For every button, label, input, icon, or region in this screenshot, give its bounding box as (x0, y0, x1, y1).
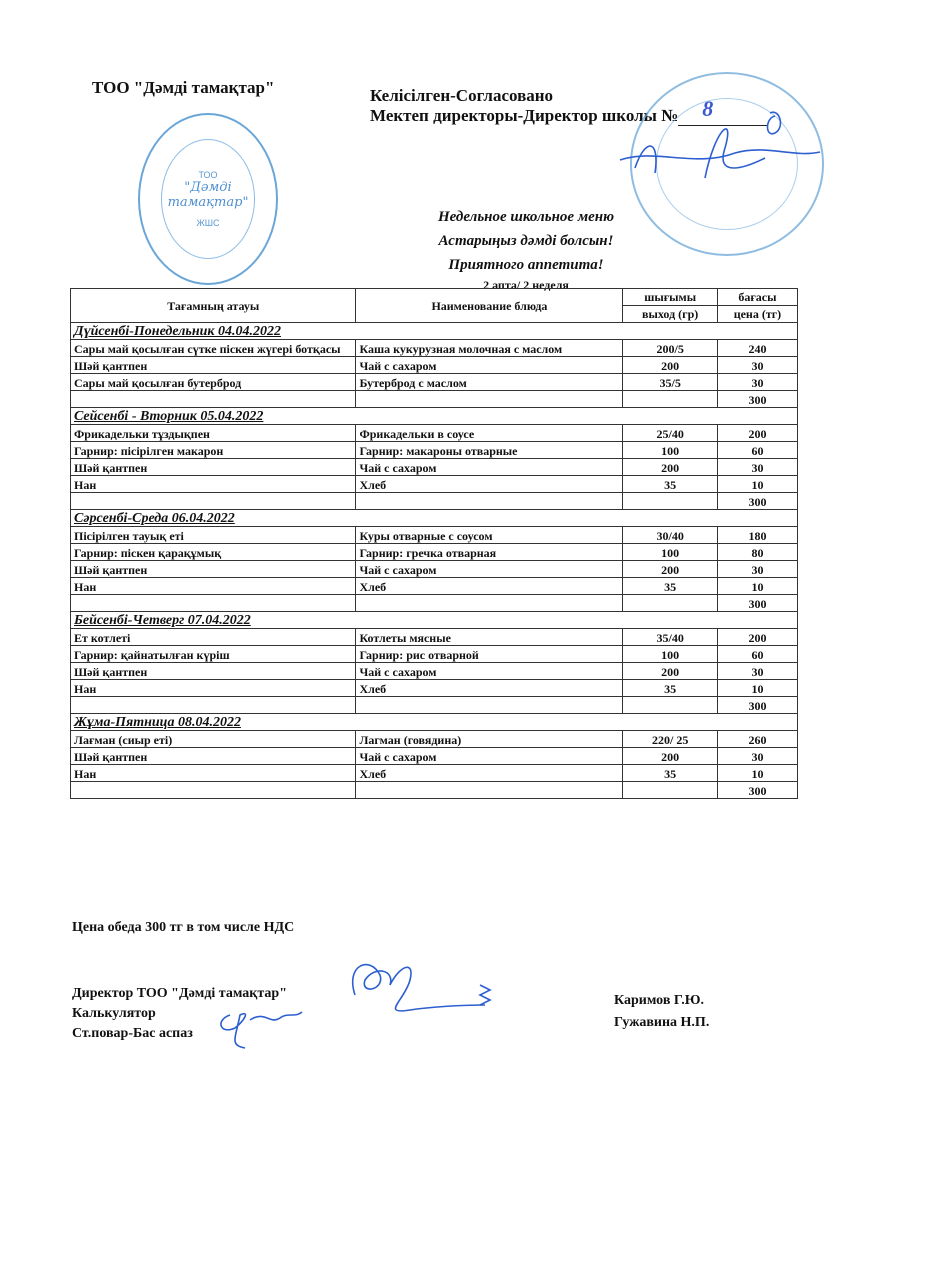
header-yield-kz: шығымы (623, 289, 717, 306)
table-row (71, 544, 798, 561)
stamp-name-line-2: тамақтар" (167, 195, 249, 210)
dish-yield: 35 (623, 680, 717, 697)
empty-cell (717, 612, 797, 629)
table-row (71, 442, 798, 459)
empty-cell (71, 697, 356, 714)
dish-yield: 100 (623, 646, 717, 663)
table-row (71, 527, 798, 544)
dish-name-kz: Шәй қантпен (71, 663, 356, 680)
dish-name-ru: Каша кукурузная молочная с маслом (356, 340, 623, 357)
company-name: ТОО "Дәмді тамақтар" (92, 78, 275, 97)
day-total: 300 (717, 697, 797, 714)
dish-name-kz: Шәй қантпен (71, 357, 356, 374)
empty-cell (356, 391, 623, 408)
day-name: Бейсенбі-Четверг 07.04.2022 (71, 612, 718, 629)
dish-name-kz: Пісірілген тауық еті (71, 527, 356, 544)
dish-name-ru: Чай с сахаром (356, 459, 623, 476)
director-title: Мектеп директоры-Директор школы № (370, 106, 679, 125)
dish-price: 30 (717, 561, 797, 578)
dish-name-kz: Лағман (сиыр еті) (71, 731, 356, 748)
dish-yield: 35 (623, 578, 717, 595)
empty-cell (71, 782, 356, 799)
dish-name-ru: Бутерброд с маслом (356, 374, 623, 391)
table-row (71, 459, 798, 476)
empty-cell (71, 391, 356, 408)
dish-price: 200 (717, 425, 797, 442)
menu-title-block (0, 205, 930, 277)
table-row (71, 765, 798, 782)
empty-cell (356, 782, 623, 799)
week-label: 2 апта/ 2 неделя (483, 278, 569, 292)
day-header-row (71, 323, 798, 340)
day-header-row (71, 714, 798, 731)
empty-cell (717, 323, 797, 340)
empty-cell (623, 391, 717, 408)
dish-name-kz: Нан (71, 680, 356, 697)
day-total-row (71, 595, 798, 612)
table-row (71, 663, 798, 680)
empty-cell (717, 510, 797, 527)
dish-yield: 35/40 (623, 629, 717, 646)
table-row (71, 561, 798, 578)
name-calculator: Гужавина Н.П. (614, 1015, 710, 1030)
dish-name-ru: Чай с сахаром (356, 357, 623, 374)
calculator-signature (210, 1000, 310, 1050)
dish-name-kz: Сары май қосылған сүтке піскен жүгері ботқасы (71, 340, 356, 357)
dish-name-kz: Гарнир: пісірілген макарон (71, 442, 356, 459)
table-row (71, 357, 798, 374)
stamp-name-line-1: "Дәмді (184, 180, 232, 195)
dish-price: 10 (717, 476, 797, 493)
dish-yield: 200 (623, 561, 717, 578)
dish-name-kz: Нан (71, 476, 356, 493)
dish-name-kz: Шәй қантпен (71, 459, 356, 476)
dish-name-ru: Куры отварные с соусом (356, 527, 623, 544)
dish-name-ru: Чай с сахаром (356, 561, 623, 578)
greeting-ru: Приятного аппетита! (448, 257, 604, 273)
day-name: Жұма-Пятница 08.04.2022 (71, 714, 718, 731)
day-total: 300 (717, 782, 797, 799)
dish-price: 60 (717, 442, 797, 459)
role-director: Директор ТОО "Дәмді тамақтар" (72, 986, 287, 1001)
dish-yield: 220/ 25 (623, 731, 717, 748)
header-name-ru: Наименование блюда (356, 289, 623, 323)
dish-yield: 35 (623, 476, 717, 493)
header-yield-ru: выход (гр) (623, 306, 717, 323)
dish-name-ru: Фрикадельки в соусе (356, 425, 623, 442)
dish-name-ru: Чай с сахаром (356, 663, 623, 680)
menu-table (70, 288, 798, 799)
dish-yield: 35 (623, 765, 717, 782)
day-name: Дүйсенбі-Понедельник 04.04.2022 (71, 323, 718, 340)
dish-price: 60 (717, 646, 797, 663)
table-row (71, 629, 798, 646)
table-header-row (71, 289, 798, 306)
day-total-row (71, 697, 798, 714)
price-note: Цена обеда 300 тг в том числе НДС (72, 920, 295, 935)
dish-price: 200 (717, 629, 797, 646)
empty-cell (717, 408, 797, 425)
day-total: 300 (717, 391, 797, 408)
empty-cell (717, 714, 797, 731)
approval-line-1: Келісілген-Согласовано (370, 86, 554, 105)
dish-price: 30 (717, 748, 797, 765)
dish-name-ru: Котлеты мясные (356, 629, 623, 646)
day-total: 300 (717, 493, 797, 510)
dish-yield: 200 (623, 357, 717, 374)
day-total-row (71, 493, 798, 510)
dish-name-ru: Гарнир: рис отварной (356, 646, 623, 663)
day-total-row (71, 391, 798, 408)
dish-name-kz: Ет котлеті (71, 629, 356, 646)
dish-name-ru: Хлеб (356, 765, 623, 782)
empty-cell (623, 595, 717, 612)
dish-price: 30 (717, 357, 797, 374)
menu-title: Недельное школьное меню (437, 209, 615, 225)
dish-name-ru: Хлеб (356, 578, 623, 595)
dish-price: 10 (717, 680, 797, 697)
dish-price: 30 (717, 374, 797, 391)
dish-name-ru: Хлеб (356, 680, 623, 697)
stamp-top-text: ТОО (198, 170, 218, 180)
dish-yield: 200/5 (623, 340, 717, 357)
greeting-kz: Астарыңыз дәмді болсын! (438, 233, 614, 249)
dish-yield: 200 (623, 459, 717, 476)
empty-cell (623, 493, 717, 510)
dish-name-ru: Гарнир: макароны отварные (356, 442, 623, 459)
dish-price: 30 (717, 663, 797, 680)
dish-name-kz: Фрикадельки тұздықпен (71, 425, 356, 442)
empty-cell (71, 493, 356, 510)
day-header-row (71, 612, 798, 629)
role-calculator: Калькулятор (72, 1006, 156, 1021)
day-name: Сәрсенбі-Среда 06.04.2022 (71, 510, 718, 527)
dish-name-kz: Шәй қантпен (71, 561, 356, 578)
dish-name-kz: Нан (71, 765, 356, 782)
header-price-kz: бағасы (717, 289, 797, 306)
role-chef: Ст.повар-Бас аспаз (72, 1026, 193, 1041)
header-price-ru: цена (тг) (717, 306, 797, 323)
empty-cell (356, 697, 623, 714)
director-signature (615, 108, 825, 188)
dish-name-kz: Нан (71, 578, 356, 595)
table-row (71, 680, 798, 697)
dish-name-ru: Чай с сахаром (356, 748, 623, 765)
dish-name-kz: Гарнир: қайнатылған күріш (71, 646, 356, 663)
day-total-row (71, 782, 798, 799)
dish-name-ru: Лагман (говядина) (356, 731, 623, 748)
table-row (71, 340, 798, 357)
dish-price: 10 (717, 578, 797, 595)
dish-yield: 35/5 (623, 374, 717, 391)
dish-name-kz: Шәй қантпен (71, 748, 356, 765)
name-director: Каримов Г.Ю. (614, 993, 704, 1008)
dish-name-kz: Гарнир: піскен қарақұмық (71, 544, 356, 561)
dish-yield: 200 (623, 748, 717, 765)
table-row (71, 731, 798, 748)
dish-price: 240 (717, 340, 797, 357)
table-row (71, 748, 798, 765)
dish-price: 80 (717, 544, 797, 561)
empty-cell (356, 595, 623, 612)
dish-yield: 100 (623, 544, 717, 561)
dish-name-kz: Сары май қосылған бутерброд (71, 374, 356, 391)
day-total: 300 (717, 595, 797, 612)
table-row (71, 646, 798, 663)
empty-cell (623, 697, 717, 714)
signatory-names (614, 990, 709, 1034)
company-director-signature (340, 955, 500, 1025)
dish-price: 30 (717, 459, 797, 476)
dish-price: 260 (717, 731, 797, 748)
empty-cell (623, 782, 717, 799)
table-row (71, 425, 798, 442)
stamp-bottom-text: ЖШС (196, 218, 220, 228)
day-header-row (71, 408, 798, 425)
dish-yield: 25/40 (623, 425, 717, 442)
table-row (71, 578, 798, 595)
dish-price: 180 (717, 527, 797, 544)
dish-name-ru: Гарнир: гречка отварная (356, 544, 623, 561)
table-row (71, 374, 798, 391)
table-row (71, 476, 798, 493)
day-name: Сейсенбі - Вторник 05.04.2022 (71, 408, 718, 425)
day-header-row (71, 510, 798, 527)
empty-cell (356, 493, 623, 510)
dish-yield: 30/40 (623, 527, 717, 544)
dish-price: 10 (717, 765, 797, 782)
header-name-kz: Тағамның атауы (71, 289, 356, 323)
school-number: 8 (702, 96, 714, 121)
dish-yield: 100 (623, 442, 717, 459)
dish-yield: 200 (623, 663, 717, 680)
dish-name-ru: Хлеб (356, 476, 623, 493)
empty-cell (71, 595, 356, 612)
